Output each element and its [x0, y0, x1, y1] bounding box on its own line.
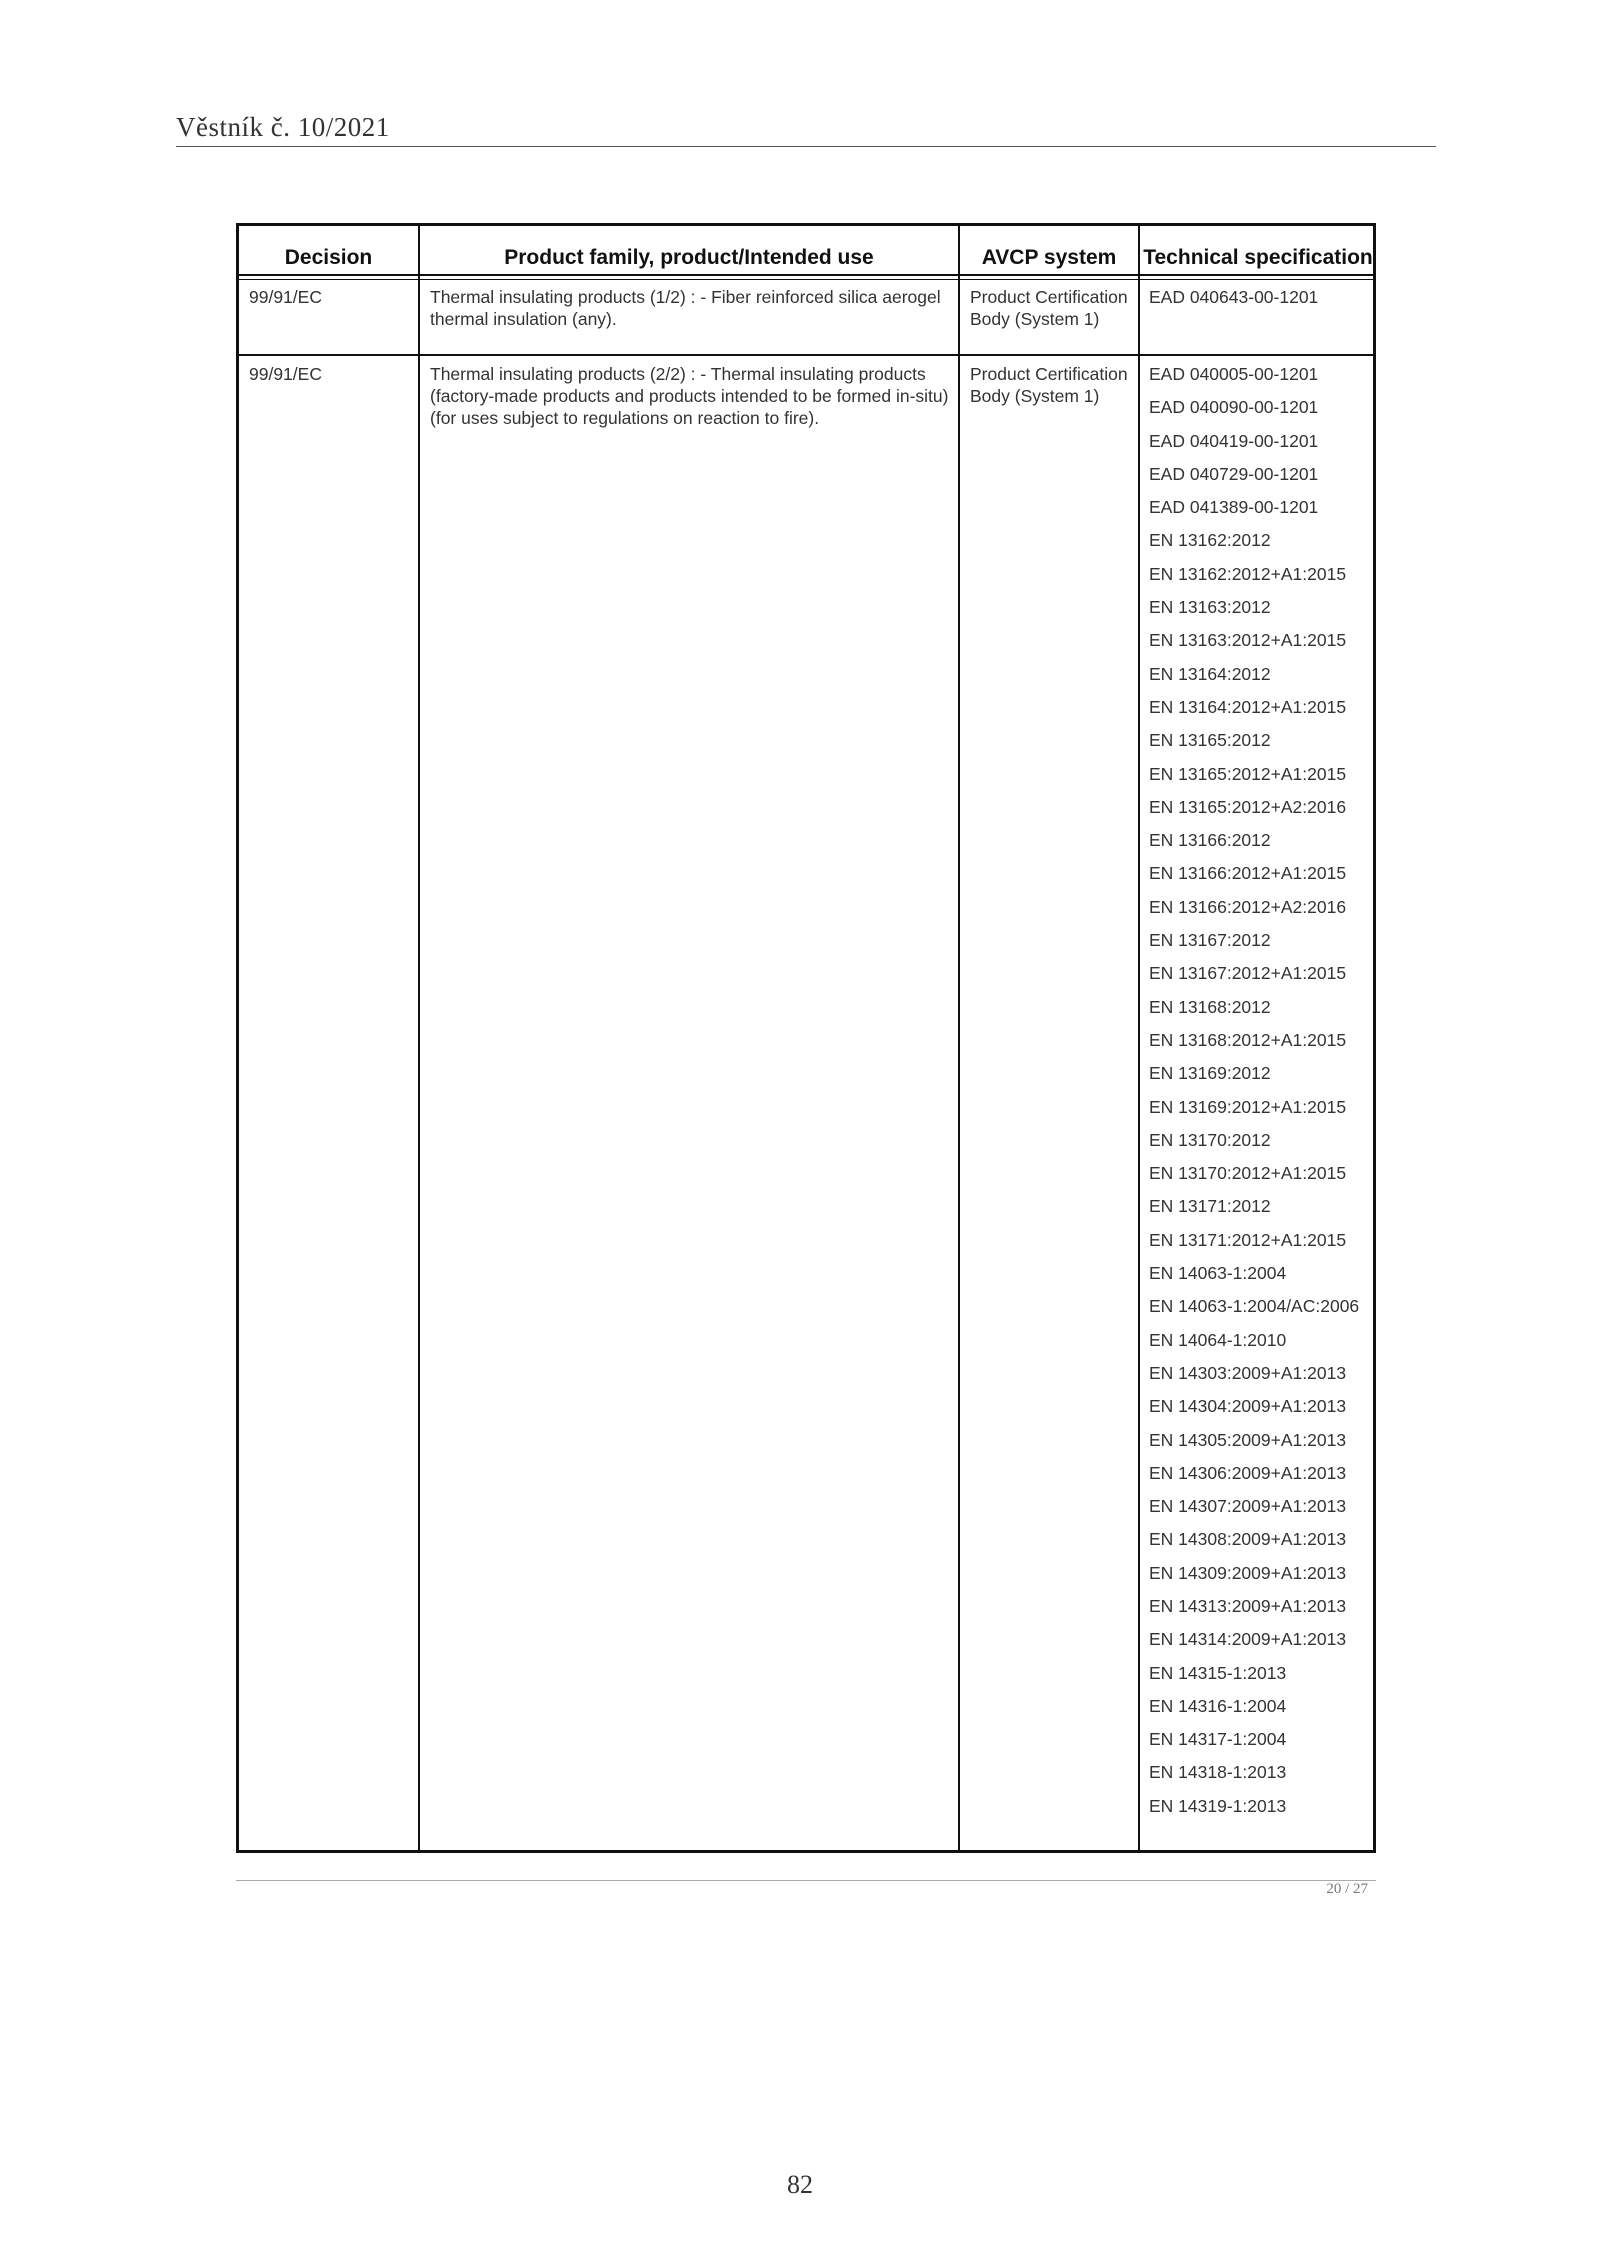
row-2-avcp: Product Certification Body (System 1) — [970, 364, 1128, 406]
column-header-decision: Decision — [284, 246, 373, 269]
spec-item: EAD 040419-00-1201 — [1149, 430, 1319, 451]
row-2-specs — [1149, 363, 1371, 1828]
spec-item: EN 14308:2009+A1:2013 — [1149, 1529, 1347, 1550]
spec-item: EN 13164:2012 — [1149, 663, 1271, 684]
spec-item: EN 14313:2009+A1:2013 — [1149, 1595, 1347, 1616]
spec-item: EN 13168:2012 — [1149, 996, 1271, 1017]
spec-item: EAD 040090-00-1201 — [1149, 397, 1319, 418]
spec-item: EN 14309:2009+A1:2013 — [1149, 1562, 1347, 1583]
specification-table — [236, 223, 1376, 1853]
spec-item: EN 13162:2012+A1:2015 — [1149, 563, 1347, 584]
column-divider — [1138, 226, 1140, 1850]
spec-item: EAD 040643-00-1201 — [1149, 287, 1319, 307]
row-1-decision: 99/91/EC — [249, 287, 322, 307]
page-number: 82 — [787, 2170, 813, 2199]
spec-item: EN 14316-1:2004 — [1149, 1695, 1287, 1716]
spec-item: EN 14305:2009+A1:2013 — [1149, 1429, 1347, 1450]
spec-item: EN 13165:2012+A2:2016 — [1149, 796, 1347, 817]
spec-item: EN 13165:2012 — [1149, 730, 1271, 751]
spec-item: EN 14063-1:2004/AC:2006 — [1149, 1296, 1360, 1317]
spec-item: EN 13167:2012 — [1149, 930, 1271, 951]
spec-item: EN 13163:2012 — [1149, 597, 1271, 618]
column-divider — [418, 226, 420, 1850]
spec-list — [1149, 286, 1371, 308]
spec-item: EN 14306:2009+A1:2013 — [1149, 1462, 1347, 1483]
spec-item: EN 13169:2012 — [1149, 1063, 1271, 1084]
spec-item: EN 13168:2012+A1:2015 — [1149, 1029, 1347, 1050]
row-divider — [239, 354, 1373, 356]
row-1-product: Thermal insulating products (1/2) : - Fiber reinforced silica aerogel thermal insulation (any). — [430, 287, 941, 329]
spec-item: EN 13162:2012 — [1149, 530, 1271, 551]
row-2-decision: 99/91/EC — [249, 364, 322, 384]
spec-item: EN 13166:2012 — [1149, 830, 1271, 851]
row-1-avcp: Product Certification Body (System 1) — [970, 287, 1128, 329]
column-divider — [958, 226, 960, 1850]
spec-item: EN 14314:2009+A1:2013 — [1149, 1629, 1347, 1650]
header-row-border — [239, 274, 1373, 276]
spec-item: EN 13165:2012+A1:2015 — [1149, 763, 1347, 784]
column-header-technical-spec: Technical specification — [1143, 246, 1373, 269]
column-header-avcp: AVCP system — [981, 246, 1117, 269]
spec-item: EN 13170:2012+A1:2015 — [1149, 1163, 1347, 1184]
spec-list — [1149, 363, 1371, 1817]
spec-item: EN 13166:2012+A1:2015 — [1149, 863, 1347, 884]
row-1-specs — [1149, 286, 1371, 319]
spec-item: EAD 040005-00-1201 — [1149, 364, 1319, 384]
spec-item: EN 13164:2012+A1:2015 — [1149, 696, 1347, 717]
spec-item: EN 13169:2012+A1:2015 — [1149, 1096, 1347, 1117]
footer-divider — [236, 1880, 1376, 1881]
page-fraction: 20 / 27 — [1326, 1881, 1368, 1897]
spec-item: EN 14063-1:2004 — [1149, 1263, 1287, 1284]
column-header-product: Product family, product/Intended use — [504, 246, 874, 269]
spec-item: EN 14064-1:2010 — [1149, 1329, 1287, 1350]
journal-title: Věstník č. 10/2021 — [176, 112, 390, 142]
spec-item: EN 14317-1:2004 — [1149, 1729, 1287, 1750]
spec-item: EN 14304:2009+A1:2013 — [1149, 1396, 1347, 1417]
spec-item: EAD 040729-00-1201 — [1149, 463, 1319, 484]
spec-item: EN 13166:2012+A2:2016 — [1149, 896, 1347, 917]
spec-item: EN 14303:2009+A1:2013 — [1149, 1362, 1347, 1383]
spec-item: EAD 041389-00-1201 — [1149, 497, 1319, 518]
spec-item: EN 14315-1:2013 — [1149, 1662, 1287, 1683]
header-divider — [176, 146, 1436, 147]
spec-item: EN 13171:2012+A1:2015 — [1149, 1229, 1347, 1250]
spec-item: EN 13171:2012 — [1149, 1196, 1271, 1217]
spec-item: EN 14319-1:2013 — [1149, 1795, 1287, 1816]
spec-item: EN 13163:2012+A1:2015 — [1149, 630, 1347, 651]
spec-item: EN 13170:2012 — [1149, 1129, 1271, 1150]
spec-item: EN 14307:2009+A1:2013 — [1149, 1496, 1347, 1517]
row-2-product: Thermal insulating products (2/2) : - Thermal insulating products (factory-made products and products intended to be formed in-situ) (for uses subject to regulations on reaction to fire). — [430, 364, 949, 428]
spec-item: EN 14318-1:2013 — [1149, 1762, 1287, 1783]
header-row-border — [239, 279, 1373, 280]
spec-item: EN 13167:2012+A1:2015 — [1149, 963, 1347, 984]
